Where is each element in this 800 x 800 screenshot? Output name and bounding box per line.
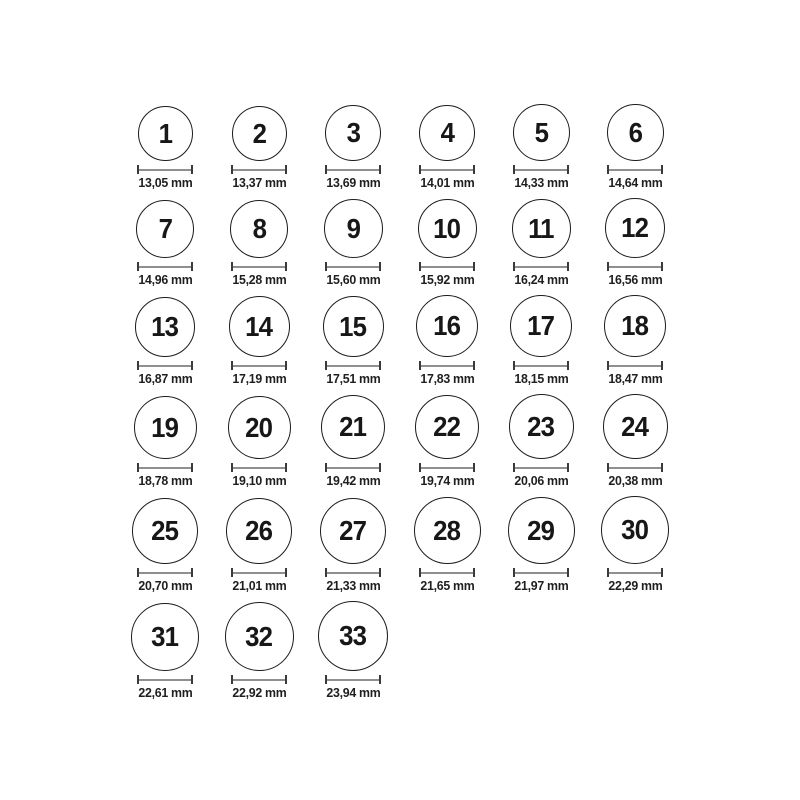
diameter-measure-line bbox=[607, 568, 663, 577]
ring-size-item bbox=[306, 296, 400, 386]
ring-circle bbox=[230, 200, 288, 258]
measure-bar bbox=[327, 266, 379, 268]
diameter-label: 17,83 mm bbox=[419, 371, 475, 386]
ring-size-number: 25 bbox=[151, 515, 179, 546]
ring-size-item bbox=[588, 496, 682, 593]
ring-circle bbox=[228, 396, 291, 459]
ring-size-item bbox=[212, 396, 306, 488]
ring-size-item bbox=[400, 395, 494, 488]
diameter-measure-line bbox=[231, 165, 287, 174]
ring-size-number: 4 bbox=[440, 117, 454, 148]
diameter-measure-line bbox=[607, 165, 663, 174]
ring-size-item bbox=[400, 199, 494, 287]
ring-size-number: 15 bbox=[339, 310, 367, 342]
ring-size-item bbox=[212, 200, 306, 287]
measure-bar bbox=[515, 169, 567, 171]
ring-circle bbox=[131, 603, 199, 671]
ring-size-number: 24 bbox=[621, 410, 649, 442]
diameter-label: 15,60 mm bbox=[325, 272, 381, 287]
ring-size-item bbox=[400, 295, 494, 386]
ring-circle bbox=[509, 394, 574, 459]
measure-bar bbox=[233, 266, 285, 268]
ring-circle bbox=[415, 395, 479, 459]
measure-bar bbox=[327, 679, 379, 681]
ring-size-item bbox=[400, 497, 494, 593]
diameter-measure-line bbox=[419, 165, 475, 174]
ring-size-number: 18 bbox=[621, 310, 649, 341]
measure-bar bbox=[421, 169, 473, 171]
diameter-label: 16,56 mm bbox=[607, 272, 663, 287]
measure-bar bbox=[515, 266, 567, 268]
ring-size-item bbox=[118, 297, 212, 386]
measure-bar bbox=[139, 266, 191, 268]
diameter-measure-line bbox=[607, 361, 663, 370]
ring-size-number: 5 bbox=[534, 116, 548, 148]
diameter-label: 13,05 mm bbox=[137, 175, 193, 190]
ring-size-item bbox=[306, 105, 400, 190]
measure-bar bbox=[421, 266, 473, 268]
ring-size-number: 10 bbox=[433, 212, 461, 244]
measure-bar bbox=[233, 467, 285, 469]
diameter-label: 17,19 mm bbox=[231, 371, 287, 386]
diameter-measure-line bbox=[513, 361, 569, 370]
ring-size-number: 17 bbox=[527, 310, 555, 341]
ring-size-item bbox=[588, 104, 682, 190]
diameter-label: 21,97 mm bbox=[513, 578, 569, 593]
ring-size-number: 1 bbox=[158, 117, 172, 149]
ring-size-number: 16 bbox=[433, 310, 461, 341]
ring-size-item bbox=[494, 104, 588, 190]
measure-bar bbox=[233, 169, 285, 171]
diameter-label: 21,33 mm bbox=[325, 578, 381, 593]
measure-bar bbox=[609, 365, 661, 367]
ring-size-item bbox=[118, 603, 212, 700]
ring-size-number: 13 bbox=[151, 311, 179, 342]
ring-size-number: 30 bbox=[621, 514, 649, 545]
diameter-measure-line bbox=[325, 165, 381, 174]
measure-bar bbox=[139, 365, 191, 367]
measure-bar bbox=[515, 467, 567, 469]
ring-circle bbox=[416, 295, 478, 357]
ring-size-number: 8 bbox=[252, 213, 266, 244]
ring-size-number: 33 bbox=[339, 620, 367, 651]
ring-circle bbox=[419, 105, 475, 161]
measure-bar bbox=[421, 467, 473, 469]
diameter-label: 23,94 mm bbox=[325, 685, 381, 700]
ring-circle bbox=[513, 104, 570, 161]
diameter-label: 19,74 mm bbox=[419, 473, 475, 488]
ring-size-number: 28 bbox=[433, 514, 461, 546]
ring-size-item bbox=[494, 497, 588, 593]
diameter-label: 19,10 mm bbox=[231, 473, 287, 488]
measure-bar bbox=[139, 572, 191, 574]
ring-size-number: 27 bbox=[339, 515, 367, 546]
diameter-label: 20,06 mm bbox=[513, 473, 569, 488]
ring-size-number: 7 bbox=[158, 213, 172, 244]
diameter-label: 13,69 mm bbox=[325, 175, 381, 190]
measure-bar bbox=[327, 365, 379, 367]
ring-size-number: 21 bbox=[339, 411, 367, 442]
diameter-label: 14,01 mm bbox=[419, 175, 475, 190]
ring-circle bbox=[135, 297, 195, 357]
ring-size-number: 2 bbox=[252, 117, 266, 149]
diameter-label: 17,51 mm bbox=[325, 371, 381, 386]
ring-size-item bbox=[118, 498, 212, 593]
measure-bar bbox=[327, 169, 379, 171]
diameter-measure-line bbox=[325, 568, 381, 577]
ring-size-number: 23 bbox=[527, 410, 555, 442]
diameter-measure-line bbox=[231, 675, 287, 684]
measure-bar bbox=[515, 365, 567, 367]
measure-bar bbox=[233, 572, 285, 574]
ring-size-item bbox=[306, 395, 400, 488]
diameter-measure-line bbox=[325, 361, 381, 370]
diameter-label: 14,96 mm bbox=[137, 272, 193, 287]
diameter-measure-line bbox=[513, 165, 569, 174]
ring-size-item bbox=[306, 498, 400, 593]
ring-circle bbox=[323, 296, 384, 357]
ring-circle bbox=[320, 498, 386, 564]
diameter-measure-line bbox=[513, 568, 569, 577]
measure-bar bbox=[515, 572, 567, 574]
ring-size-item bbox=[494, 394, 588, 488]
diameter-measure-line bbox=[231, 262, 287, 271]
ring-size-item bbox=[118, 106, 212, 190]
ring-circle bbox=[607, 104, 664, 161]
ring-circle bbox=[325, 105, 381, 161]
diameter-label: 22,29 mm bbox=[607, 578, 663, 593]
ring-circle bbox=[225, 602, 294, 671]
ring-size-item bbox=[494, 199, 588, 287]
measure-bar bbox=[233, 365, 285, 367]
diameter-measure-line bbox=[137, 262, 193, 271]
diameter-label: 20,38 mm bbox=[607, 473, 663, 488]
diameter-measure-line bbox=[325, 675, 381, 684]
ring-size-number: 20 bbox=[245, 411, 273, 443]
diameter-measure-line bbox=[513, 463, 569, 472]
diameter-label: 15,92 mm bbox=[419, 272, 475, 287]
diameter-measure-line bbox=[137, 165, 193, 174]
ring-size-number: 14 bbox=[245, 310, 273, 342]
ring-size-number: 3 bbox=[346, 117, 360, 148]
diameter-label: 22,92 mm bbox=[231, 685, 287, 700]
diameter-measure-line bbox=[607, 262, 663, 271]
diameter-label: 19,42 mm bbox=[325, 473, 381, 488]
diameter-measure-line bbox=[419, 262, 475, 271]
measure-bar bbox=[139, 467, 191, 469]
ring-size-number: 29 bbox=[527, 514, 555, 546]
diameter-measure-line bbox=[137, 361, 193, 370]
diameter-measure-line bbox=[325, 262, 381, 271]
ring-size-item bbox=[212, 296, 306, 386]
ring-size-item bbox=[494, 295, 588, 386]
chart-row bbox=[118, 295, 682, 386]
measure-bar bbox=[609, 266, 661, 268]
ring-size-number: 32 bbox=[245, 620, 273, 652]
diameter-label: 16,24 mm bbox=[513, 272, 569, 287]
diameter-label: 18,78 mm bbox=[137, 473, 193, 488]
ring-circle bbox=[132, 498, 198, 564]
measure-bar bbox=[609, 572, 661, 574]
diameter-measure-line bbox=[325, 463, 381, 472]
ring-circle bbox=[414, 497, 481, 564]
diameter-label: 18,15 mm bbox=[513, 371, 569, 386]
ring-size-number: 12 bbox=[621, 212, 649, 243]
diameter-measure-line bbox=[137, 675, 193, 684]
diameter-measure-line bbox=[137, 568, 193, 577]
diameter-measure-line bbox=[513, 262, 569, 271]
ring-circle bbox=[324, 199, 383, 258]
ring-size-number: 11 bbox=[528, 212, 554, 244]
ring-size-item bbox=[306, 199, 400, 287]
measure-bar bbox=[609, 467, 661, 469]
chart-row bbox=[118, 394, 682, 488]
measure-bar bbox=[327, 572, 379, 574]
ring-size-number: 6 bbox=[628, 116, 642, 148]
measure-bar bbox=[233, 679, 285, 681]
diameter-measure-line bbox=[419, 361, 475, 370]
chart-row bbox=[118, 198, 682, 287]
ring-circle bbox=[138, 106, 193, 161]
diameter-label: 21,01 mm bbox=[231, 578, 287, 593]
measure-bar bbox=[139, 169, 191, 171]
ring-circle bbox=[418, 199, 477, 258]
ring-size-item bbox=[212, 602, 306, 700]
diameter-measure-line bbox=[231, 463, 287, 472]
ring-circle bbox=[136, 200, 194, 258]
diameter-label: 14,33 mm bbox=[513, 175, 569, 190]
diameter-measure-line bbox=[419, 568, 475, 577]
ring-size-item bbox=[118, 200, 212, 287]
diameter-measure-line bbox=[419, 463, 475, 472]
diameter-measure-line bbox=[137, 463, 193, 472]
ring-circle bbox=[508, 497, 575, 564]
measure-bar bbox=[609, 169, 661, 171]
ring-size-number: 9 bbox=[346, 212, 360, 244]
diameter-label: 13,37 mm bbox=[231, 175, 287, 190]
ring-circle bbox=[512, 199, 571, 258]
ring-circle bbox=[601, 496, 669, 564]
ring-size-number: 19 bbox=[151, 411, 179, 443]
ring-size-item bbox=[588, 198, 682, 287]
ring-size-number: 22 bbox=[433, 411, 461, 442]
ring-circle bbox=[226, 498, 292, 564]
measure-bar bbox=[421, 365, 473, 367]
diameter-label: 22,61 mm bbox=[137, 685, 193, 700]
ring-circle bbox=[510, 295, 572, 357]
ring-circle bbox=[321, 395, 385, 459]
ring-size-item bbox=[212, 498, 306, 593]
ring-size-item bbox=[588, 295, 682, 386]
chart-row bbox=[118, 496, 682, 593]
chart-row bbox=[118, 104, 682, 190]
measure-bar bbox=[139, 679, 191, 681]
ring-size-item bbox=[306, 601, 400, 700]
measure-bar bbox=[327, 467, 379, 469]
ring-size-item bbox=[400, 105, 494, 190]
ring-size-item bbox=[588, 394, 682, 488]
chart-row bbox=[118, 601, 682, 700]
diameter-label: 16,87 mm bbox=[137, 371, 193, 386]
diameter-label: 21,65 mm bbox=[419, 578, 475, 593]
diameter-label: 15,28 mm bbox=[231, 272, 287, 287]
ring-size-item bbox=[212, 106, 306, 190]
diameter-measure-line bbox=[231, 361, 287, 370]
ring-circle bbox=[318, 601, 388, 671]
ring-circle bbox=[134, 396, 197, 459]
ring-size-number: 26 bbox=[245, 515, 273, 546]
ring-circle bbox=[605, 198, 665, 258]
ring-size-chart bbox=[118, 0, 682, 700]
ring-size-number: 31 bbox=[151, 621, 179, 652]
diameter-measure-line bbox=[607, 463, 663, 472]
diameter-label: 18,47 mm bbox=[607, 371, 663, 386]
diameter-label: 14,64 mm bbox=[607, 175, 663, 190]
measure-bar bbox=[421, 572, 473, 574]
ring-size-item bbox=[118, 396, 212, 488]
diameter-label: 20,70 mm bbox=[137, 578, 193, 593]
diameter-measure-line bbox=[231, 568, 287, 577]
ring-circle bbox=[603, 394, 668, 459]
ring-circle bbox=[604, 295, 666, 357]
ring-circle bbox=[229, 296, 290, 357]
ring-circle bbox=[232, 106, 287, 161]
